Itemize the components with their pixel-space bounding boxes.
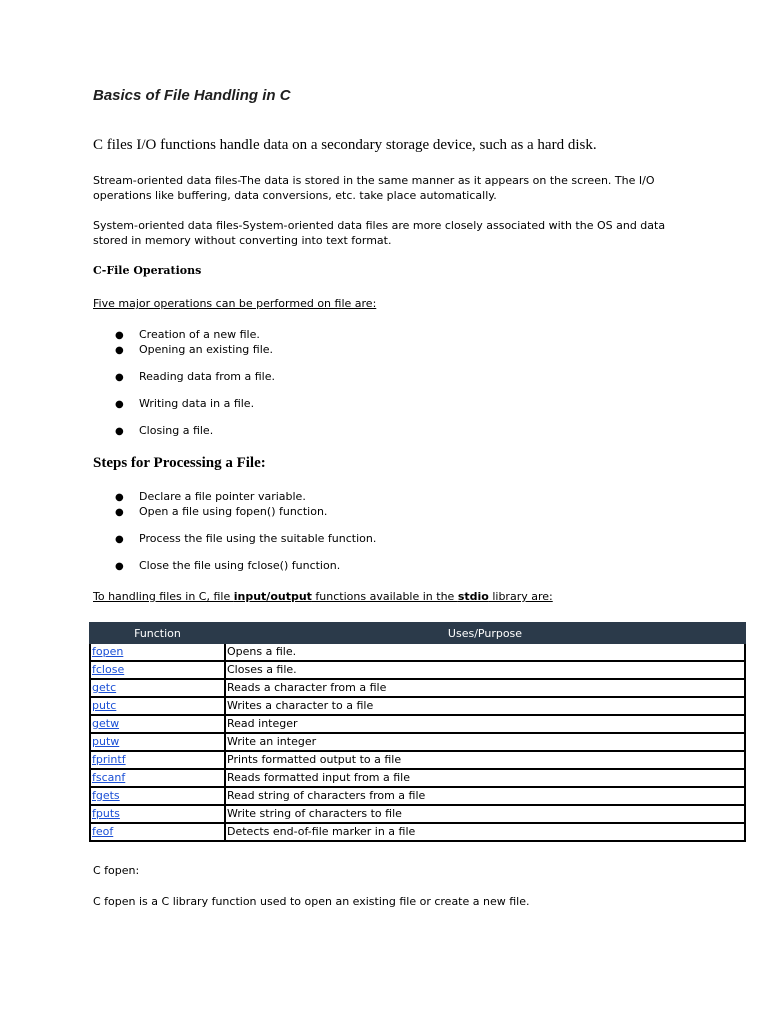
bullet-icon: ● bbox=[115, 492, 124, 503]
function-link[interactable]: fopen bbox=[92, 645, 124, 658]
function-link[interactable]: getc bbox=[92, 681, 117, 694]
purpose-cell: Read integer bbox=[225, 715, 745, 733]
purpose-cell: Opens a file. bbox=[225, 643, 745, 661]
function-link[interactable]: feof bbox=[92, 825, 114, 838]
purpose-cell: Closes a file. bbox=[225, 661, 745, 679]
table-row bbox=[90, 751, 745, 769]
table-row bbox=[90, 769, 745, 787]
intro-sentence: C files I/O functions handle data on a secondary storage device, such as a hard disk. bbox=[93, 137, 597, 153]
table-row bbox=[90, 643, 745, 661]
purpose-cell: Reads formatted input from a file bbox=[225, 769, 745, 787]
column-header-purpose: Uses/Purpose bbox=[225, 623, 745, 643]
table-row bbox=[90, 805, 745, 823]
list-item: ● Reading data from a file. bbox=[115, 370, 276, 383]
table-row bbox=[90, 715, 745, 733]
list-item: ● Process the file using the suitable function. bbox=[115, 532, 377, 545]
table-row bbox=[90, 733, 745, 751]
table-row bbox=[90, 787, 745, 805]
function-link[interactable]: fprintf bbox=[92, 753, 126, 766]
page-title: Basics of File Handling in C bbox=[93, 87, 291, 104]
fopen-heading: C fopen: bbox=[93, 864, 140, 877]
function-link[interactable]: fgets bbox=[92, 789, 120, 802]
list-item: ● Creation of a new file. bbox=[115, 328, 260, 341]
function-link[interactable]: fclose bbox=[92, 663, 125, 676]
ops-intro: Five major operations can be performed on file are: bbox=[93, 297, 377, 310]
list-item: ● Writing data in a file. bbox=[115, 397, 255, 410]
function-link[interactable]: putw bbox=[92, 735, 120, 748]
bullet-icon: ● bbox=[115, 426, 124, 437]
bullet-icon: ● bbox=[115, 345, 124, 356]
purpose-cell: Reads a character from a file bbox=[225, 679, 745, 697]
purpose-cell: Write string of characters to file bbox=[225, 805, 745, 823]
steps-heading: Steps for Processing a File: bbox=[93, 455, 266, 471]
function-link[interactable]: getw bbox=[92, 717, 120, 730]
purpose-cell: Detects end-of-file marker in a file bbox=[225, 823, 745, 841]
table-row bbox=[90, 661, 745, 679]
table-row bbox=[90, 823, 745, 841]
purpose-cell: Prints formatted output to a file bbox=[225, 751, 745, 769]
table-row bbox=[90, 679, 745, 697]
purpose-cell: Read string of characters from a file bbox=[225, 787, 745, 805]
purpose-cell: Write an integer bbox=[225, 733, 745, 751]
list-item: ● Close the file using fclose() function. bbox=[115, 559, 341, 572]
fopen-description: C fopen is a C library function used to open an existing file or create a new file. bbox=[93, 895, 530, 908]
list-item: ● Declare a file pointer variable. bbox=[115, 490, 306, 503]
ops-heading: C-File Operations bbox=[93, 264, 202, 277]
bullet-icon: ● bbox=[115, 330, 124, 341]
bullet-icon: ● bbox=[115, 507, 124, 518]
function-link[interactable]: putc bbox=[92, 699, 117, 712]
bullet-icon: ● bbox=[115, 561, 124, 572]
table-row bbox=[90, 697, 745, 715]
system-oriented-paragraph: System-oriented data files-System-oriented data files are more closely associated with the OS and data stored in memory without converting into text format. bbox=[93, 219, 666, 247]
stream-oriented-paragraph: Stream-oriented data files-The data is stored in the same manner as it appears on the screen. The I/O operations like buffering, data conversions, etc. take place automatically. bbox=[93, 174, 655, 202]
bullet-icon: ● bbox=[115, 399, 124, 410]
function-link[interactable]: fscanf bbox=[92, 771, 126, 784]
purpose-cell: Writes a character to a file bbox=[225, 697, 745, 715]
list-item: ● Closing a file. bbox=[115, 424, 214, 437]
functions-table bbox=[89, 622, 746, 842]
list-item: ● Opening an existing file. bbox=[115, 343, 274, 356]
list-item: ● Open a file using fopen() function. bbox=[115, 505, 328, 518]
table-header-row bbox=[90, 623, 745, 643]
column-header-function: Function bbox=[90, 623, 225, 643]
function-link[interactable]: fputs bbox=[92, 807, 120, 820]
bullet-icon: ● bbox=[115, 372, 124, 383]
bullet-icon: ● bbox=[115, 534, 124, 545]
functions-intro: To handling files in C, file input/output functions available in the stdio library are: bbox=[93, 590, 553, 603]
